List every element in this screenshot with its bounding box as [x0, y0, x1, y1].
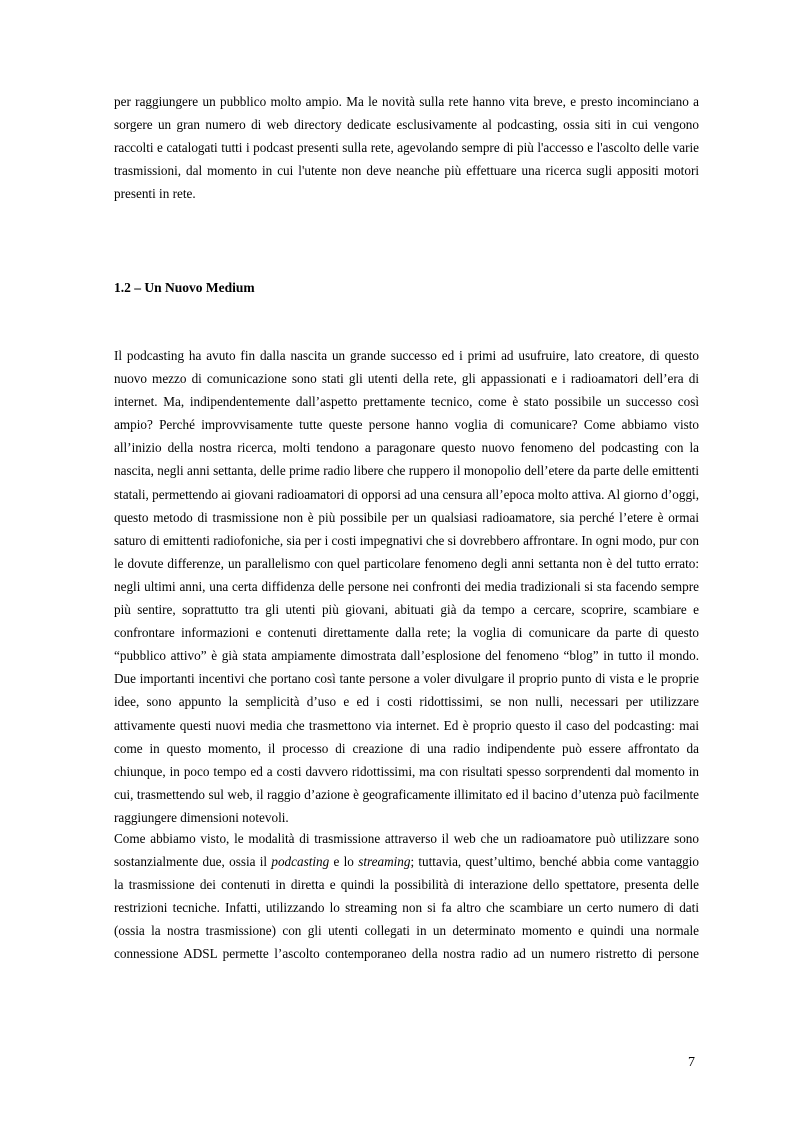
page-number: 7 [688, 1055, 695, 1070]
body-paragraph-1: Il podcasting ha avuto fin dalla nascita un grande successo ed i primi ad usufruire, lato creatore, di questo nuovo mezzo di comunicazione sono stati gli utenti della rete, gli appassionati e i radioamatori dell’era di internet. Ma, indipendentemente dall’aspetto prettamente tecnico, come è stato possibile un successo così ampio? Perché improvvisamente tutte queste persone hanno voglia di comunicare? Come abbiamo visto all’inizio della nostra ricerca, molti tendono a paragonare questo nuovo fenomeno del podcasting con la nascita, negli anni settanta, delle prime radio libere che ruppero il monopolio dell’etere da parte delle emittenti statali, permettendo ai giovani radioamatori di opporsi ad una censura all’epoca molto attiva. Al giorno d’oggi, questo metodo di trasmissione non è più possibile per un qualsiasi radioamatore, sia perché l’etere è ormai saturo di emittenti radiofoniche, sia per i costi impegnativi che si dovrebbero affrontare. In ogni modo, pur con le dovute differenze, un parallelismo con quel particolare fenomeno degli anni settanta non è del tutto errato: negli ultimi anni, una certa diffidenza delle persone nei confronti dei media tradizionali si sta facendo sempre più sentire, soprattutto tra gli utenti più giovani, abituati già da tempo a cercare, scoprire, scambiare e confrontare informazioni e contenuti direttamente dalla rete; la voglia di comunicare da parte di questo “pubblico attivo” è già stata ampiamente dimostrata dall’esplosione del fenomeno “blog” in tutto il mondo. Due importanti incentivi che portano così tante persone a voler divulgare il proprio punto di vista e le proprie idee, sono appunto la semplicità d’uso e ed i costi ridottissimi, se non nulli, necessari per utilizzare attivamente questi nuovi media che trasmettono via internet. Ed è proprio questo il caso del podcasting: mai come in questo momento, il processo di creazione di una radio indipendente può essere affrontato da chiunque, in poco tempo ed a costi davvero ridottissimi, ma con risultati spesso sorprendenti dal momento in cui, trasmettendo sul web, il raggio d’azione è geograficamente illimitato ed il bacino d’utenza può facilmente raggiungere dimensioni notevoli. [114, 348, 699, 825]
section-heading: 1.2 – Un Nuovo Medium [114, 280, 255, 295]
term-podcasting: podcasting [271, 854, 330, 870]
body-paragraph-2 [114, 827, 699, 966]
paragraph-2-text: Come abbiamo visto, le modalità di trasmissione attraverso il web che un radioamatore può utilizzare sono sostanzialmente due, ossia il [114, 831, 699, 870]
intro-paragraph: per raggiungere un pubblico molto ampio. Ma le novità sulla rete hanno vita breve, e presto incominciano a sorgere un gran numero di web directory dedicate esclusivamente al podcasting, ossia siti in cui vengono raccolti e catalogati tutti i podcast presenti sulla rete, agevolando sempre di più l'accesso e l'ascolto delle varie trasmissioni, dal momento in cui l'utente non deve neanche più effettuare una ricerca sugli appositi motori presenti in rete. [114, 94, 699, 202]
term-streaming: streaming [358, 854, 411, 870]
paragraph-2-text: e lo [329, 854, 359, 870]
paragraph-2-text: ; tuttavia, quest’ultimo, benché abbia come vantaggio la trasmissione dei contenuti in diretta e quindi la possibilità di interazione dello spettatore, presenta delle restrizioni tecniche. Infatti, utilizzando lo streaming non si fa altro che scambiare un certo numero di dati (ossia la nostra trasmissione) con gli utenti collegati in un determinato momento e quindi una normale connessione ADSL permette l’ascolto contemporaneo della nostra radio ad un numero ristretto di persone [114, 854, 700, 962]
